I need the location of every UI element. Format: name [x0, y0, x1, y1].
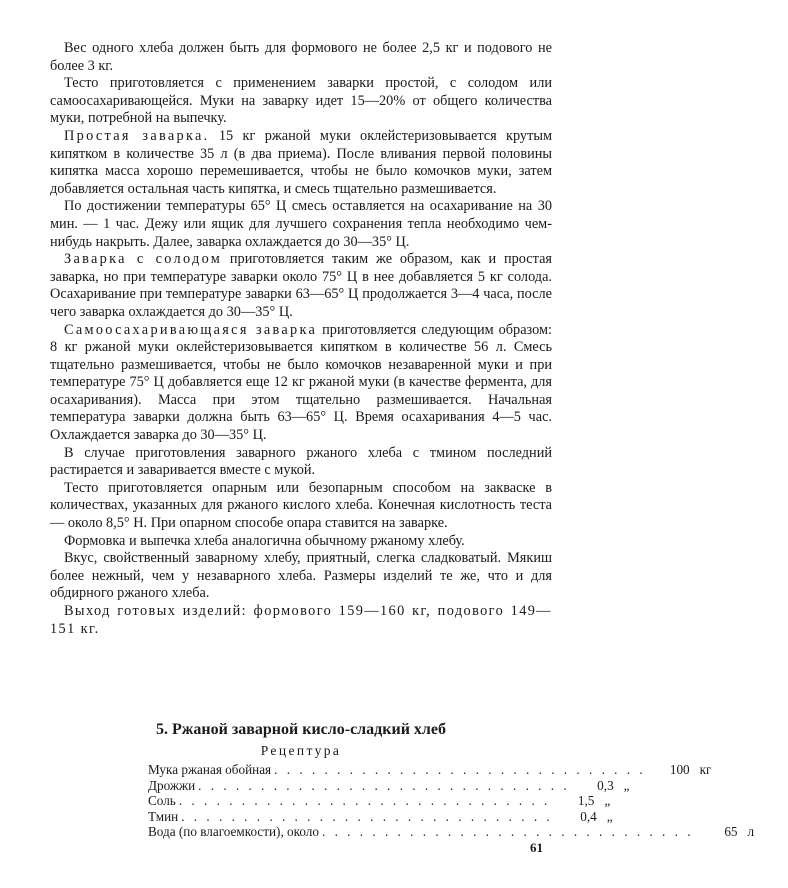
paragraph: Выход готовых изделий: формового 159—160 кг, подового 149—151 кг.	[50, 603, 552, 637]
ingredient-quantity: 65	[724, 824, 738, 840]
paragraph: Заварка с солодом приготовляется таким же образом, как и простая заварка, но при температуре заварки около 75° Ц в нее добавляется 5 кг солода. Осахаривание при температуре заварки 63—65° Ц продолжается 3—4 часа, после чего заварка охлаждается до 30—35° Ц.	[50, 251, 552, 320]
paragraph: Тесто приготовляется опарным или безопарным способом на закваске в количествах, указанных для ржаного кислого хлеба. Конечная кислотность теста — около 8,5° Н. При опарном способе опара ставится на заварке.	[50, 479, 552, 532]
ingredient-unit: „	[623, 777, 630, 793]
leader-dots: . . . . . . . . . . . . . . . . . . . . . . . . . . . . . .	[178, 793, 551, 809]
ingredient-name: Тмин	[148, 808, 179, 824]
recipe-row	[148, 824, 755, 840]
recipe-row	[148, 793, 611, 809]
leader-dots: . . . . . . . . . . . . . . . . . . . . . . . . . . . . . .	[198, 777, 570, 793]
recipe-row	[148, 762, 712, 778]
ingredient-quantity: 100	[669, 762, 690, 777]
paragraph: Простая заварка. 15 кг ржаной муки оклейстеризовывается крутым кипятком в количестве 35 л (в два приема). После вливания первой половины кипятка масса хорошо перемешивается, чтобы не было комочков муки, затем добавляется остальная часть кипятка, и смесь тщательно размешивается.	[50, 127, 552, 197]
recipe-row	[148, 777, 630, 794]
ingredient-quantity: 0,4	[580, 808, 597, 824]
page-number: 61	[530, 840, 543, 855]
paragraph: По достижении температуры 65° Ц смесь оставляется на осахаривание на 30 мин. — 1 час. Дежу или ящик для лучшего сохранения тепла необходимо чем-нибудь накрыть. Далее, заварка охлаждается до 30—35° Ц.	[50, 198, 552, 250]
recipe-table	[148, 762, 755, 840]
recipe-row	[148, 808, 613, 825]
ingredient-name: Соль	[148, 793, 176, 809]
ingredient-quantity: 1,5	[577, 793, 595, 809]
leader-dots: . . . . . . . . . . . . . . . . . . . . . . . . . . . . . .	[321, 824, 694, 840]
paragraph: Самоосахаривающаяся заварка приготовляется следующим образом: 8 кг ржаной муки оклейстеризовывается кипятком в количестве 56 л. Смесь тщательно размешивается, чтобы не было комочков незаваренной муки и при температуре 75° Ц добавляется еще 12 кг ржаной муки (в качестве фермента, для осахаривания). Масса при этом тщательно размешивается. Начальная температура заварки должна быть 63—65° Ц. Время осахаривания 4—5 час. Охлаждается заварка до 30—35° Ц.	[50, 321, 552, 444]
recipe-heading: Рецептура	[260, 743, 342, 758]
ingredient-unit: л	[747, 824, 755, 840]
ingredient-name: Дрожжи	[148, 777, 196, 793]
ingredient-name: Вода (по влагоемкости), около	[148, 824, 319, 840]
body-text	[50, 40, 552, 638]
paragraph: Тесто приготовляется с применением заварки простой, с солодом или самоосахаривающейся. Муки на заварку идет 15—20% от общего количества муки, потребной на выпечку.	[50, 75, 552, 127]
term-malt-zavarka: Заварка с солодом	[64, 251, 223, 268]
term-self-saccharifying-zavarka: Самоосахаривающаяся заварка	[64, 321, 318, 338]
ingredient-quantity: 0,3	[597, 777, 614, 793]
leader-dots: . . . . . . . . . . . . . . . . . . . . . . . . . . . . . .	[274, 762, 646, 777]
paragraph: Вес одного хлеба должен быть для формового не более 2,5 кг и подового не более 3 кг.	[50, 40, 552, 74]
term-simple-zavarka: Простая заварка.	[64, 127, 210, 144]
section-heading: 5. Ржаной заварной кисло-сладкий хлеб	[156, 721, 446, 738]
ingredient-unit: „	[604, 793, 611, 809]
ingredient-name: Мука ржаная обойная	[148, 762, 272, 777]
ingredient-unit: кг	[699, 762, 712, 777]
ingredient-unit: „	[606, 808, 613, 824]
paragraph: Формовка и выпечка хлеба аналогична обычному ржаному хлебу.	[64, 532, 465, 549]
paragraph: Вкус, свойственный заварному хлебу, приятный, слегка сладковатый. Мякиш более нежный, чем у незаварного хлеба. Размеры изделий те же, что и для обдирного ржаного хлеба.	[50, 550, 552, 602]
leader-dots: . . . . . . . . . . . . . . . . . . . . . . . . . . . . . .	[181, 808, 553, 824]
paragraph: В случае приготовления заварного ржаного хлеба с тмином последний растирается и заваривается вместе с мукой.	[50, 444, 552, 479]
